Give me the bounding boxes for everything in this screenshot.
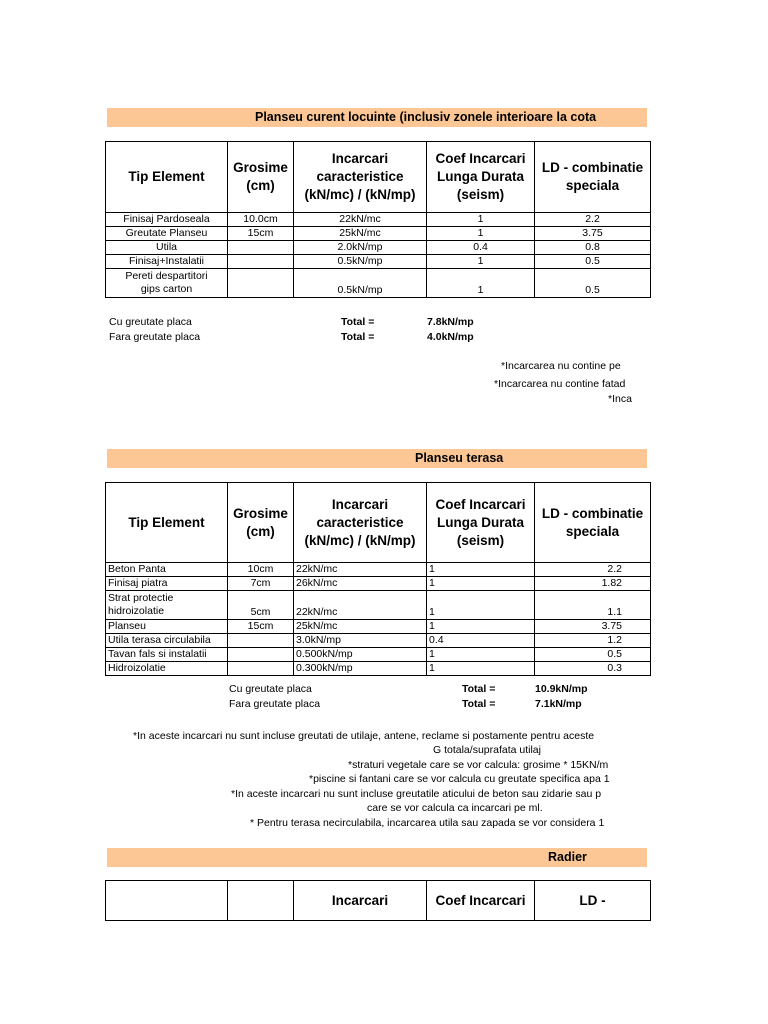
cell: 5cm [228,591,294,620]
cell: 0.300kN/mp [294,662,427,676]
section3-title: Radier [548,850,587,864]
section2-title-band [107,449,647,468]
total-label: Fara greutate placa [109,331,201,343]
cell: 1 [427,269,535,298]
section1-table [105,141,651,298]
cell: Utila terasa circulabila [106,634,228,648]
header-grosime [228,881,294,921]
total-label: Cu greutate placa [109,316,192,328]
header-coef: Coef Incarcari [427,881,535,921]
table-row [106,227,651,241]
cell: 1 [427,620,535,634]
section2-title: Planseu terasa [415,451,504,465]
cell: 22kN/mc [294,591,427,620]
cell [228,648,294,662]
cell: 2.2 [535,563,651,577]
cell: 0.8 [535,241,651,255]
cell: 0.4 [427,241,535,255]
cell [228,269,294,298]
cell [228,255,294,269]
cell: 1 [427,591,535,620]
section3-title-band [107,848,647,867]
cell: Planseu [106,620,228,634]
table-row [106,662,651,676]
section2-table [105,482,651,676]
cell: 1 [427,563,535,577]
table-row [106,591,651,620]
cell: 15cm [228,227,294,241]
cell: 22kN/mc [294,213,427,227]
total-equals: Total = [462,683,496,695]
header-coef: Coef Incarcari Lunga Durata (seism) [427,142,535,213]
header-ld: LD - combinatie speciala [535,142,651,213]
table-row [106,648,651,662]
header-incarcari: Incarcari caracteristice (kN/mc) / (kN/mp) [294,483,427,563]
cell: 15cm [228,620,294,634]
total-equals: Total = [462,698,496,710]
cell: Utila [106,241,228,255]
cell: 1 [427,227,535,241]
note: *Incarcarea nu contine pe [501,360,621,372]
cell: 1.1 [535,591,651,620]
cell: 0.5 [535,255,651,269]
cell: 1.2 [535,634,651,648]
cell: 0.3 [535,662,651,676]
cell: 26kN/mc [294,577,427,591]
cell: 10cm [228,563,294,577]
header-grosime: Grosime (cm) [228,483,294,563]
cell: 1 [427,577,535,591]
cell: Tavan fals si instalatii [106,648,228,662]
header-grosime: Grosime (cm) [228,142,294,213]
table-row [106,241,651,255]
table-row [106,634,651,648]
cell: 0.5kN/mp [294,255,427,269]
section1-title-band [107,108,647,127]
total-value: 4.0kN/mp [427,331,474,343]
table-row [106,255,651,269]
total-label: Cu greutate placa [229,683,312,695]
cell: Finisaj piatra [106,577,228,591]
header-ld: LD - [535,881,651,921]
cell: Strat protectie hidroizolatie [106,591,228,620]
table-row [106,620,651,634]
cell: 1 [427,255,535,269]
cell: 1 [427,213,535,227]
table-header-row [106,881,651,921]
cell: 1 [427,648,535,662]
total-value: 10.9kN/mp [535,683,588,695]
table-header-row [106,483,651,563]
header-tip-element: Tip Element [106,483,228,563]
cell: Finisaj+Instalatii [106,255,228,269]
total-equals: Total = [341,331,375,343]
table-header-row [106,142,651,213]
note: G totala/suprafata utilaj [433,744,541,756]
section3-table [105,880,651,921]
cell: 0.5kN/mp [294,269,427,298]
cell: 3.0kN/mp [294,634,427,648]
table-row [106,577,651,591]
cell: 2.0kN/mp [294,241,427,255]
note: *In aceste incarcari nu sunt incluse greutati de utilaje, antene, reclame si postamente pentru aceste [133,730,595,742]
header-incarcari: Incarcari [294,881,427,921]
cell: 10.0cm [228,213,294,227]
cell [228,662,294,676]
header-tip-element [106,881,228,921]
cell [228,634,294,648]
cell: 1.82 [535,577,651,591]
section1-title: Planseu curent locuinte (inclusiv zonele interioare la cota [255,110,597,124]
cell: 0.5 [535,269,651,298]
cell: 22kN/mc [294,563,427,577]
table-row [106,269,651,298]
cell: 3.75 [535,227,651,241]
cell: 7cm [228,577,294,591]
cell: 25kN/mc [294,620,427,634]
total-equals: Total = [341,316,375,328]
header-coef: Coef Incarcari Lunga Durata (seism) [427,483,535,563]
cell: Beton Panta [106,563,228,577]
cell: Hidroizolatie [106,662,228,676]
cell: 0.500kN/mp [294,648,427,662]
total-label: Fara greutate placa [229,698,321,710]
header-tip-element: Tip Element [106,142,228,213]
note: * Pentru terasa necirculabila, incarcarea utila sau zapada se vor considera 1 [250,817,605,829]
note: *Inca [608,393,632,405]
cell: 1 [427,662,535,676]
cell: 2.2 [535,213,651,227]
note: *In aceste incarcari nu sunt incluse greutatile aticului de beton sau zidarie sau p [231,788,602,800]
header-ld: LD - combinatie speciala [535,483,651,563]
cell: Pereti despartitori gips carton [106,269,228,298]
table-row [106,213,651,227]
cell: Greutate Planseu [106,227,228,241]
total-value: 7.1kN/mp [535,698,582,710]
note: *Incarcarea nu contine fatad [494,378,626,390]
note: *straturi vegetale care se vor calcula: grosime * 15KN/m [348,759,609,771]
cell [228,241,294,255]
cell: 25kN/mc [294,227,427,241]
header-incarcari: Incarcari caracteristice (kN/mc) / (kN/mp) [294,142,427,213]
table-row [106,563,651,577]
note: care se vor calcula ca incarcari pe ml. [367,802,543,814]
cell: 0.5 [535,648,651,662]
cell: 3.75 [535,620,651,634]
cell: Finisaj Pardoseala [106,213,228,227]
total-value: 7.8kN/mp [427,316,474,328]
cell: 0.4 [427,634,535,648]
note: *piscine si fantani care se vor calcula cu greutate specifica apa 1 [309,773,610,785]
